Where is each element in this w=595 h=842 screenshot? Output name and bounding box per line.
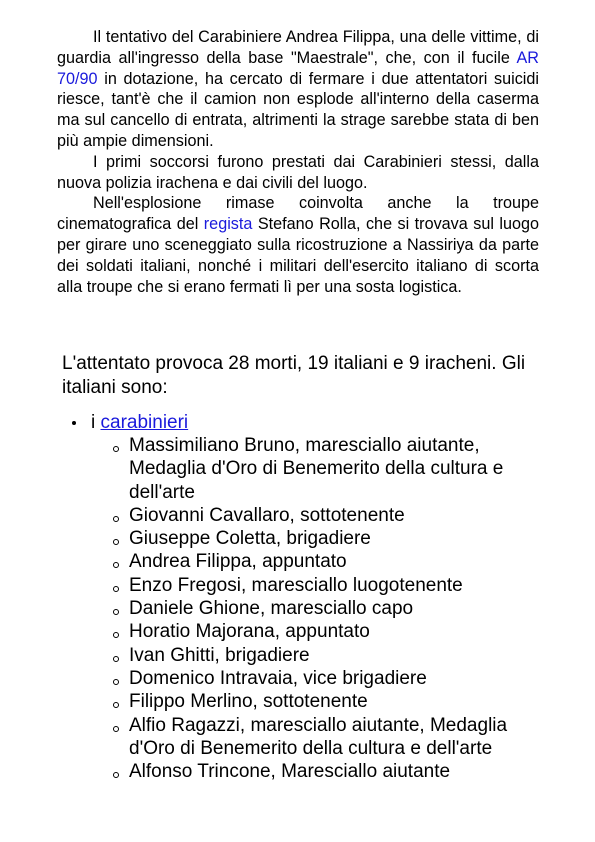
list-item-label — [91, 412, 188, 434]
paragraph-2-text: I primi soccorsi furono prestati dai Carabinieri stessi, dalla nuova polizia irachena e dai civili del luogo. — [57, 152, 539, 192]
paragraph-3-text-b: Stefano Rolla, che si trovava sul luogo per girare uno sceneggiato sulla ricostruzione a Nassiriya da parte dei soldati italiani, nonché i militari dell'esercito italiano di scorta alla troupe che si erano fermati lì per una sosta logistica. — [57, 215, 539, 296]
paragraph-3 — [57, 193, 539, 297]
sublist-item — [0, 597, 549, 620]
sublist-item-text: Daniele Ghione, maresciallo capo — [129, 598, 414, 620]
sublist-item-text: Domenico Intravaia, vice brigadiere — [129, 667, 427, 689]
paragraph-1-text-a: Il tentativo del Carabiniere Andrea Filippa, una delle vittime, di guardia all'ingresso della base "Maestrale", che, con il fucile — [57, 28, 539, 67]
sublist-item — [0, 504, 549, 527]
sublist-item-text: Giuseppe Coletta, brigadiere — [129, 528, 371, 550]
sublist-item-text: Alfonso Trincone, Maresciallo aiutante — [129, 761, 451, 783]
sublist-item — [0, 550, 549, 573]
list-item-carabinieri — [0, 410, 595, 434]
regista-link[interactable]: regista — [203, 215, 253, 234]
paragraph-1 — [57, 27, 539, 152]
sublist-item-text: Andrea Filippa, appuntato — [129, 551, 347, 573]
paragraph-2 — [57, 152, 539, 194]
sublist-item — [0, 714, 549, 761]
circle-bullet-icon — [113, 446, 119, 452]
sublist-item-text: Alfio Ragazzi, maresciallo aiutante, Medaglia d'Oro di Benemerito della cultura e dell'arte — [129, 714, 508, 759]
sublist-item-text: Filippo Merlino, sottotenente — [129, 691, 368, 713]
circle-bullet-icon — [113, 562, 119, 568]
sublist-item-text: Massimiliano Bruno, maresciallo aiutante, Medaglia d'Oro di Benemerito della cultura e dell'arte — [129, 435, 504, 503]
list-item-prefix: i — [91, 412, 101, 433]
sublist-item-text: Ivan Ghitti, brigadiere — [129, 644, 310, 666]
body-text — [57, 27, 539, 297]
sublist-item — [0, 644, 549, 667]
circle-bullet-icon — [113, 516, 119, 522]
sublist-item-text: Enzo Fregosi, maresciallo luogotenente — [129, 574, 463, 596]
bullet-icon — [72, 421, 76, 425]
circle-bullet-icon — [113, 632, 119, 638]
sublist-item — [0, 760, 549, 783]
circle-bullet-icon — [113, 679, 119, 685]
circle-bullet-icon — [113, 772, 119, 778]
circle-bullet-icon — [113, 609, 119, 615]
circle-bullet-icon — [113, 539, 119, 545]
sublist-item-text: Horatio Majorana, appuntato — [129, 621, 370, 643]
circle-bullet-icon — [113, 586, 119, 592]
sublist-item — [0, 667, 549, 690]
sublist-item — [0, 527, 549, 550]
ar7090-link[interactable]: AR 70/90 — [57, 48, 539, 88]
sublist-item — [0, 690, 549, 713]
carabinieri-link[interactable]: carabinieri — [100, 412, 189, 433]
paragraph-1-text-b: in dotazione, ha cercato di fermare i due attentatori suicidi riesce, tant'è che il camion non esplode all'interno della caserma ma sul cancello di entrata, altrimenti la strage sarebbe stata di ben più ampie dimensioni. — [57, 69, 539, 150]
paragraph-3-text-a: Nell'esplosione rimase coinvolta anche la troupe cinematografica del — [57, 194, 539, 234]
carabinieri-sublist — [0, 434, 595, 783]
sublist-item — [0, 434, 549, 504]
sublist-item — [0, 574, 549, 597]
casualty-list — [0, 410, 595, 783]
circle-bullet-icon — [113, 702, 119, 708]
sublist-item-text: Giovanni Cavallaro, sottotenente — [129, 504, 405, 526]
casualties-heading: L'attentato provoca 28 morti, 19 italiani e 9 iracheni. Gli italiani sono: — [62, 353, 526, 398]
circle-bullet-icon — [113, 726, 119, 732]
sublist-item — [0, 620, 549, 643]
circle-bullet-icon — [113, 656, 119, 662]
